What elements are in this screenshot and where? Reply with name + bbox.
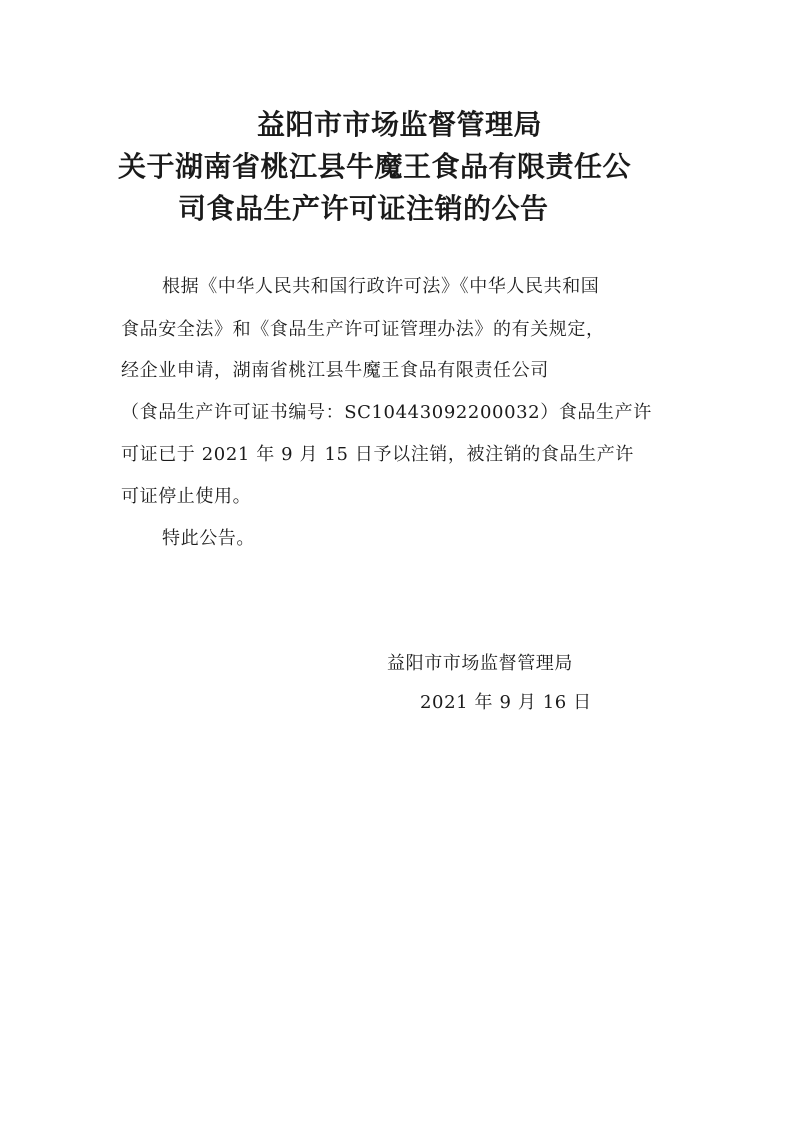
body-line-5: 可证已于 2021 年 9 月 15 日予以注销，被注销的食品生产许 xyxy=(121,444,634,465)
closing-statement: 特此公告。 xyxy=(162,528,255,549)
title-line-1: 益阳市市场监督管理局 xyxy=(257,108,543,141)
body-line-1: 根据《中华人民共和国行政许可法》《中华人民共和国 xyxy=(162,276,600,297)
title-line-3: 司食品生产许可证注销的公告 xyxy=(178,192,549,225)
signature-date: 2021 年 9 月 16 日 xyxy=(420,692,592,713)
body-line-4: （食品生产许可证书编号：SC10443092200032）食品生产许 xyxy=(121,402,652,423)
title-line-2: 关于湖南省桃江县牛魔王食品有限责任公 xyxy=(118,150,632,183)
body-line-6: 可证停止使用。 xyxy=(121,486,252,507)
signature-organization: 益阳市市场监督管理局 xyxy=(387,653,573,674)
body-line-3: 经企业申请，湖南省桃江县牛魔王食品有限责任公司 xyxy=(121,360,549,381)
body-line-2: 食品安全法》和《食品生产许可证管理办法》的有关规定， xyxy=(121,319,605,340)
